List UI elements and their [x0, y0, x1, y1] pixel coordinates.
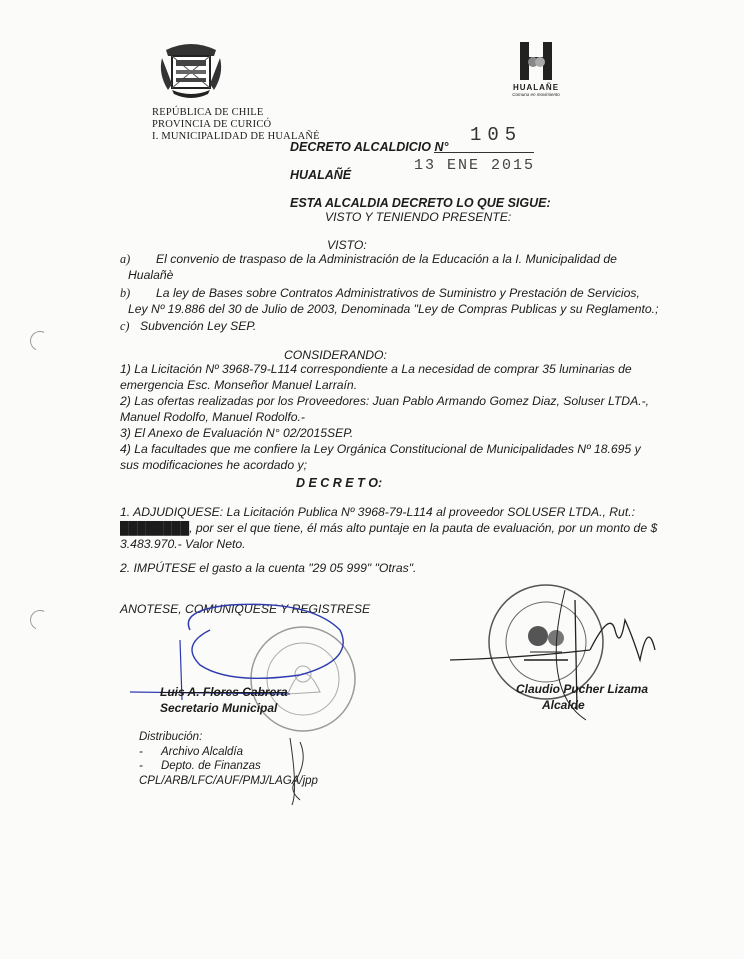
secretary-name: Luis A. Flores Cabrera — [160, 685, 288, 699]
logo-name: HUALAÑE — [512, 83, 560, 92]
list-item — [120, 286, 660, 317]
mayor-title: Alcalde — [542, 698, 585, 712]
distribution-block — [139, 730, 318, 788]
distribution-item-text: Archivo Alcaldía — [161, 745, 244, 758]
list-item-text: El convenio de traspaso de la Administración de la Educación a la I. Municipalidad de Hualañè — [128, 252, 617, 282]
closing-line: ANOTESE, COMUNIQUESE Y REGISTRESE — [120, 602, 371, 616]
logo-tagline: Comuna en movimiento — [512, 92, 560, 97]
header-province: PROVINCIA DE CURICÓ — [152, 119, 272, 130]
secretary-title: Secretario Municipal — [160, 701, 278, 715]
considerando-list — [120, 361, 660, 473]
header-block — [152, 107, 320, 143]
distribution-initials: CPL/ARB/LFC/AUF/PMJ/LAGA/jpp — [139, 774, 318, 787]
binder-hole-mark — [27, 328, 53, 354]
distribution-item-text: Depto. de Finanzas — [161, 760, 261, 772]
decree-subheading: VISTO Y TENIENDO PRESENTE: — [325, 210, 512, 224]
decree-heading: ESTA ALCALDIA DECRETO LO QUE SIGUE: — [290, 196, 551, 210]
decree-number-underline — [434, 152, 534, 153]
visto-title: VISTO: — [327, 238, 367, 252]
distribution-item: - Depto. de Finanzas — [139, 760, 261, 772]
list-marker: a) — [120, 252, 131, 266]
decree-label: DECRETO ALCALDICIO N° — [290, 140, 449, 154]
list-item — [120, 319, 660, 335]
considerando-item-2: 2) Las ofertas realizadas por los Proveedores: Juan Pablo Armando Gomez Diaz, Soluser LTDA.-, Manuel Rodolfo, Manuel Rodolfo.- — [120, 394, 650, 424]
considerando-item-4: 4) La facultades que me confiere la Ley Orgánica Constitucional de Municipalidades Nº 18.695 y sus modificaciones he acordado y; — [120, 442, 641, 472]
decree-place: HUALAÑÉ — [290, 168, 352, 182]
binder-hole-mark — [27, 607, 53, 633]
decreto-item-1: 1. ADJUDIQUESE: La Licitación Publica Nº 3968-79-L114 al proveedor SOLUSER LTDA., Rut.: ████████, por ser el que tiene, él más alto puntaje en la pauta de evaluación, por un monto de $ 3.483.970.- Valor Neto. — [120, 505, 658, 551]
header-municipality: I. MUNICIPALIDAD DE HUALAÑÉ — [152, 131, 320, 142]
decreto-item-2: 2. IMPÚTESE el gasto a la cuenta "29 05 999" "Otras". — [120, 561, 417, 575]
decree-date-stamp: 13 ENE 2015 — [414, 157, 536, 174]
list-item — [120, 252, 660, 283]
list-item-text: La ley de Bases sobre Contratos Administrativos de Suministro y Prestación de Servicios, Ley Nº 19.886 del 30 de Julio de 2003, Denominada "Ley de Compras Publicas y su Reglamento.; — [128, 286, 659, 316]
decreto-title: D E C R E T O: — [296, 476, 383, 490]
mayor-name: Claudio Pucher Lizama — [516, 682, 649, 696]
considerando-item-1: 1) La Licitación Nº 3968-79-L114 correspondiente a La necesidad de comprar 35 luminarias de emergencia Esc. Monseñor Manuel Larraín. — [120, 362, 632, 392]
list-item-text: Subvención Ley SEP. — [140, 319, 257, 333]
list-marker: c) — [120, 319, 130, 333]
hualane-logo-icon — [518, 42, 554, 80]
header-republic: REPÚBLICA DE CHILE — [152, 107, 264, 118]
distribution-title: Distribución: — [139, 731, 203, 743]
decree-number: 105 — [470, 124, 523, 146]
hualane-logo — [506, 42, 566, 102]
list-marker: b) — [120, 286, 131, 300]
distribution-item: - Archivo Alcaldía — [139, 745, 244, 758]
coat-of-arms-icon — [158, 40, 224, 100]
visto-list — [120, 252, 660, 335]
considerando-title: CONSIDERANDO: — [284, 348, 387, 362]
considerando-item-3: 3) El Anexo de Evaluación N° 02/2015SEP. — [120, 426, 354, 440]
